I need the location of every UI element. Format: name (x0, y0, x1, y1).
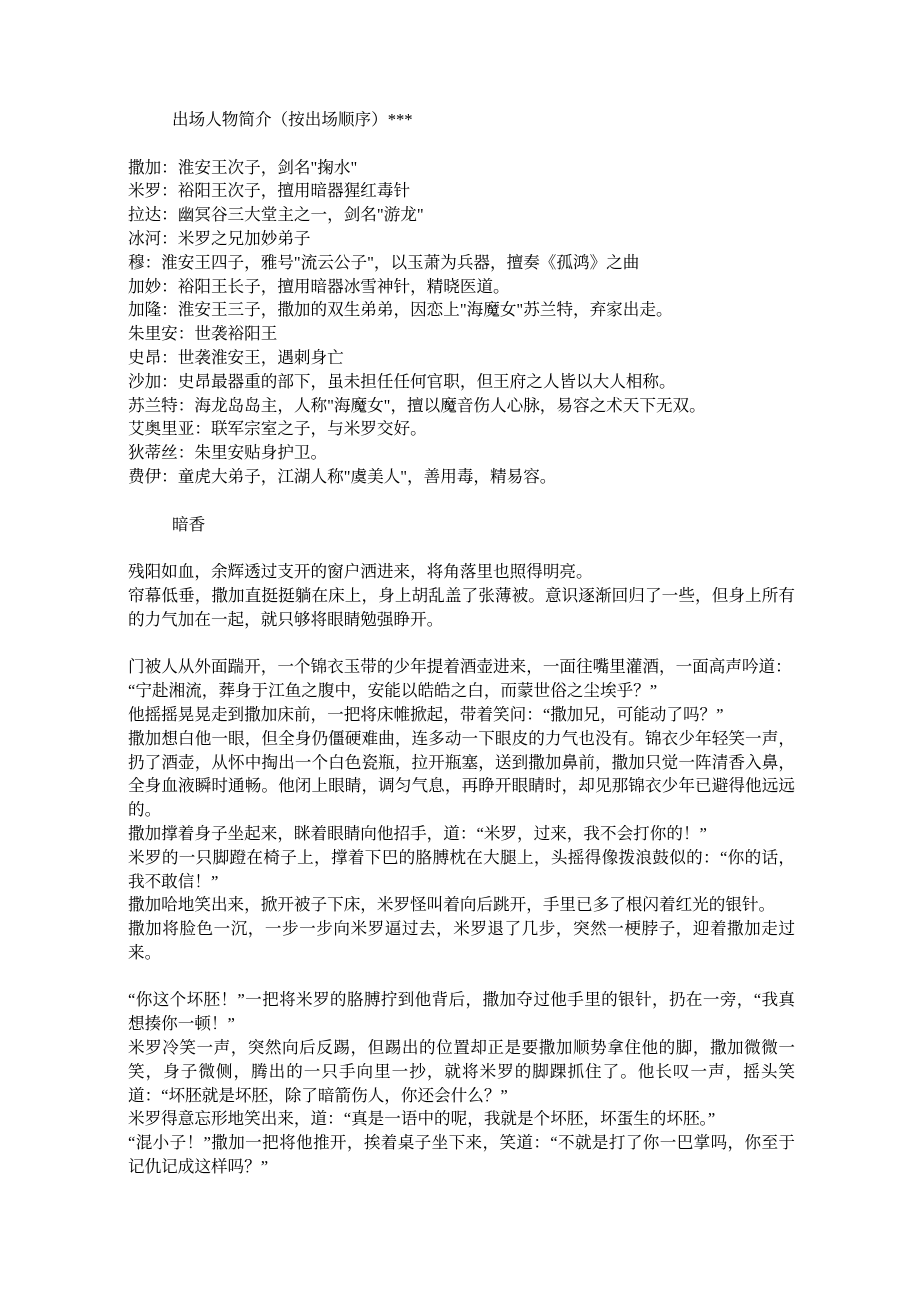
chapter-heading: 暗香 (172, 514, 206, 534)
character-list-item: 艾奥里亚：联军宗室之子，与米罗交好。 (128, 419, 427, 439)
character-list-item: 苏兰特：海龙岛岛主，人称"海魔女"，擅以魔音伤人心脉，易容之术天下无双。 (128, 395, 706, 415)
blank-line (128, 536, 795, 560)
character-list-item: 狄蒂丝：朱里安贴身护卫。 (128, 443, 328, 463)
blank-line (128, 489, 795, 513)
blank-line (128, 632, 795, 656)
character-list-item: 米罗：裕阳王次子，擅用暗器猩红毒针 (128, 181, 411, 201)
story-paragraph: 门被人从外面踹开，一个锦衣玉带的少年提着酒壶进来，一面往嘴里灌酒，一面高声吟道： (128, 657, 792, 677)
story-paragraph: 撒加哈地笑出来，掀开被子下床，米罗怪叫着向后跳开，手里已多了根闪着红光的银针。 (128, 895, 776, 915)
character-list-item: 撒加：淮安王次子，剑名"掬水" (128, 157, 358, 177)
character-list-item: 冰河：米罗之兄加妙弟子 (128, 228, 311, 248)
story-paragraph: “你这个坏胚！”一把将米罗的胳膊拧到他背后，撒加夺过他手里的银针，扔在一旁，“我真想揍你一顿！” (128, 990, 795, 1034)
story-paragraph: “宁赴湘流，葬身于江鱼之腹中，安能以皓皓之白，而蒙世俗之尘埃乎？” (128, 681, 658, 701)
story-paragraph: 撒加将脸色一沉，一步一步向米罗逼过去，米罗退了几步，突然一梗脖子，迎着撒加走过来。 (128, 919, 795, 962)
character-list-item: 加妙：裕阳王长子，擅用暗器冰雪神针，精晓医道。 (128, 276, 510, 296)
character-list-item: 加隆：淮安王三子，撒加的双生弟弟，因恋上"海魔女"苏兰特，弃家出走。 (128, 300, 673, 320)
story-paragraph: 米罗的一只脚蹬在椅子上，撑着下巴的胳膊枕在大腿上，头摇得像拨浪鼓似的：“你的话，我不敢信！” (128, 847, 795, 891)
character-list-item: 穆：淮安王四子，雅号"流云公子"，以玉萧为兵器，擅奏《孤鸿》之曲 (128, 252, 640, 272)
story-paragraph: 帘幕低垂，撒加直挺挺躺在床上，身上胡乱盖了张薄被。意识逐渐回归了一些，但身上所有的力气加在一起，就只够将眼睛勉强睁开。 (128, 585, 795, 629)
character-list-item: 史昂：世袭淮安王，遇刺身亡 (128, 347, 344, 367)
story-paragraph: 残阳如血，余辉透过支开的窗户洒进来，将角落里也照得明亮。 (128, 562, 593, 582)
blank-line (128, 132, 795, 156)
story-paragraph: 撒加撑着身子坐起来，眯着眼睛向他招手，道：“米罗，过来，我不会打你的！” (128, 823, 707, 843)
story-paragraph: 他摇摇晃晃走到撒加床前，一把将床帷掀起，带着笑问：“撒加兄，可能动了吗？” (128, 704, 724, 724)
doc-title: 出场人物简介（按出场顺序）*** (172, 110, 413, 129)
blank-line (128, 965, 795, 989)
document-content (128, 108, 795, 1179)
story-paragraph: 米罗冷笑一声，突然向后反踢，但踢出的位置却正是要撒加顺势拿住他的脚，撒加微微一笑，身子微侧，腾出的一只手向里一抄，就将米罗的脚踝抓住了。他长叹一声，摇头笑道：“坏胚就是坏胚，除了暗箭伤人，你还会什么？” (128, 1038, 795, 1105)
story-paragraph: 米罗得意忘形地笑出来，道：“真是一语中的呢，我就是个坏胚，坏蛋生的坏胚。” (128, 1109, 716, 1129)
character-list-item: 费伊：童虎大弟子，江湖人称"虞美人"，善用毒，精易容。 (128, 466, 557, 486)
character-list-item: 沙加：史昂最器重的部下，虽未担任任何官职，但王府之人皆以大人相称。 (128, 371, 676, 391)
story-paragraph: 撒加想白他一眼，但全身仍僵硬难曲，连多动一下眼皮的力气也没有。锦衣少年轻笑一声，扔了酒壶，从怀中掏出一个白色瓷瓶，拉开瓶塞，送到撒加鼻前，撒加只觉一阵清香入鼻，全身血液瞬时通畅。他闭上眼睛，调匀气息，再睁开眼睛时，却见那锦衣少年已避得他远远的。 (128, 728, 795, 820)
character-list-item: 朱里安：世袭裕阳王 (128, 324, 278, 344)
story-paragraph: “混小子！”撒加一把将他推开，挨着桌子坐下来，笑道：“不就是打了你一巴掌吗，你至于记仇记成这样吗？” (128, 1133, 795, 1177)
character-list-item: 拉达：幽冥谷三大堂主之一，剑名"游龙" (128, 205, 424, 225)
